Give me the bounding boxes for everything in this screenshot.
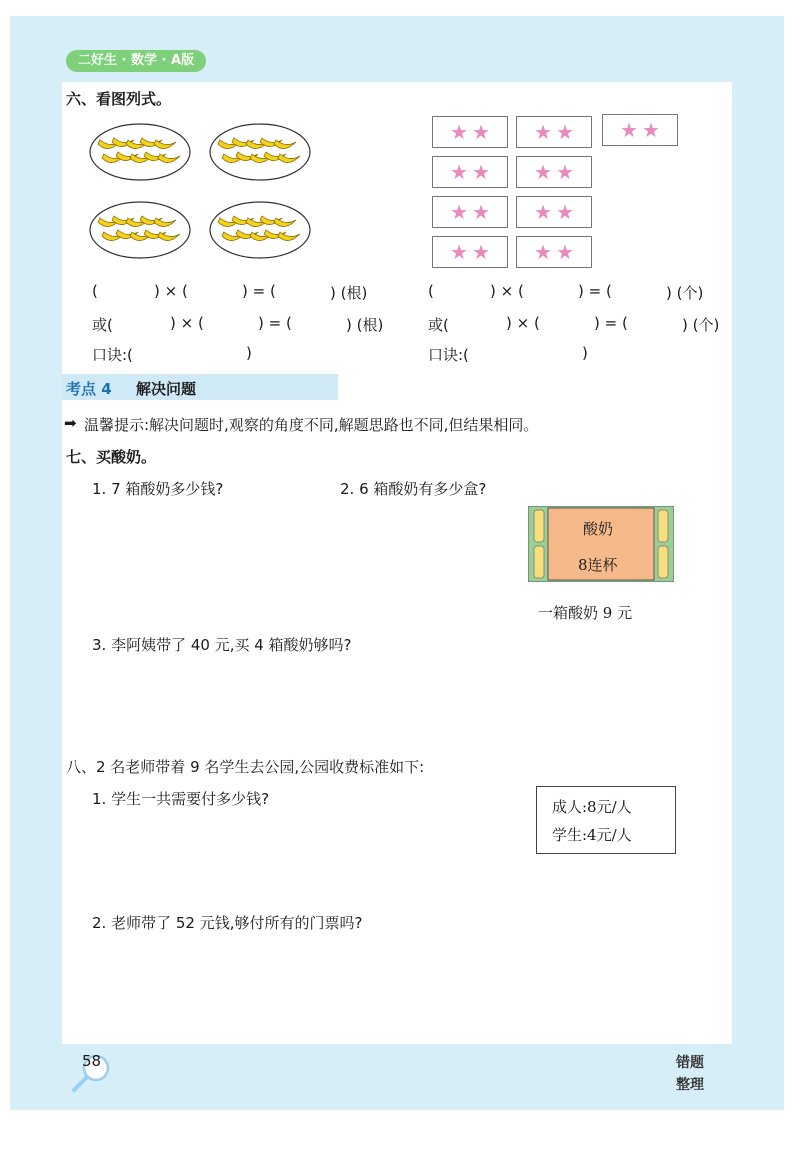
kaodian-title: 解决问题 (136, 380, 197, 398)
banana-plates-image (88, 120, 318, 270)
price-adult: 成人:8元/人 (552, 798, 632, 816)
left-r2-times: ) × ( (170, 314, 204, 332)
section6-title: 六、看图列式。 (66, 90, 172, 108)
yogurt-label-2: 8连杯 (578, 556, 618, 574)
section7-q1: 1. 7 箱酸奶多少钱? (92, 480, 224, 498)
right-r2-unit: ) (个) (682, 316, 720, 334)
star-box: ★ ★ (602, 114, 678, 146)
section7-q3: 3. 李阿姨带了 40 元,买 4 箱酸奶够吗? (92, 636, 352, 654)
kaodian-label: 考点 4 (66, 380, 112, 398)
star-box: ★ ★ (516, 156, 592, 188)
right-koujue-open: 口诀:( (428, 346, 469, 364)
header-tag: 二好生 · 数学 · A版 (66, 50, 206, 72)
star-box: ★ ★ (516, 116, 592, 148)
right-r2-equals: ) = ( (594, 314, 628, 332)
footer-note-1: 错题 (676, 1055, 704, 1071)
left-r1-equals: ) = ( (242, 282, 276, 300)
right-koujue-close: ) (582, 344, 588, 362)
section7-title: 七、买酸奶。 (66, 448, 157, 466)
star-box: ★ ★ (432, 116, 508, 148)
star-box: ★ ★ (432, 196, 508, 228)
section8-q1: 1. 学生一共需要付多少钱? (92, 790, 270, 808)
yogurt-label-1: 酸奶 (583, 520, 614, 538)
left-r2-open: 或( (92, 316, 113, 334)
yogurt-caption: 一箱酸奶 9 元 (538, 604, 633, 622)
left-r2-equals: ) = ( (258, 314, 292, 332)
left-r1-times: ) × ( (154, 282, 188, 300)
left-r1-unit: ) (根) (330, 284, 368, 302)
right-r1-unit: ) (个) (666, 284, 704, 302)
price-student: 学生:4元/人 (552, 826, 632, 844)
footer-note-2: 整理 (676, 1077, 704, 1093)
left-koujue-open: 口诀:( (92, 346, 133, 364)
right-r2-open: 或( (428, 316, 449, 334)
left-r2-unit: ) (根) (346, 316, 384, 334)
star-box: ★ ★ (516, 236, 592, 268)
right-r1-equals: ) = ( (578, 282, 612, 300)
left-r1-open: ( (92, 282, 98, 300)
arrow-icon: ➡ (64, 414, 77, 432)
left-koujue-close: ) (246, 344, 252, 362)
right-r1-times: ) × ( (490, 282, 524, 300)
tip-text: 温馨提示:解决问题时,观察的角度不同,解题思路也不同,但结果相同。 (84, 416, 539, 434)
right-r1-open: ( (428, 282, 434, 300)
section8-q2: 2. 老师带了 52 元钱,够付所有的门票吗? (92, 914, 363, 932)
star-box: ★ ★ (432, 156, 508, 188)
star-box: ★ ★ (516, 196, 592, 228)
right-r2-times: ) × ( (506, 314, 540, 332)
star-box: ★ ★ (432, 236, 508, 268)
section7-q2: 2. 6 箱酸奶有多少盒? (340, 480, 487, 498)
section8-title: 八、2 名老师带着 9 名学生去公园,公园收费标准如下: (66, 758, 425, 776)
page-number: 58 (82, 1052, 102, 1070)
